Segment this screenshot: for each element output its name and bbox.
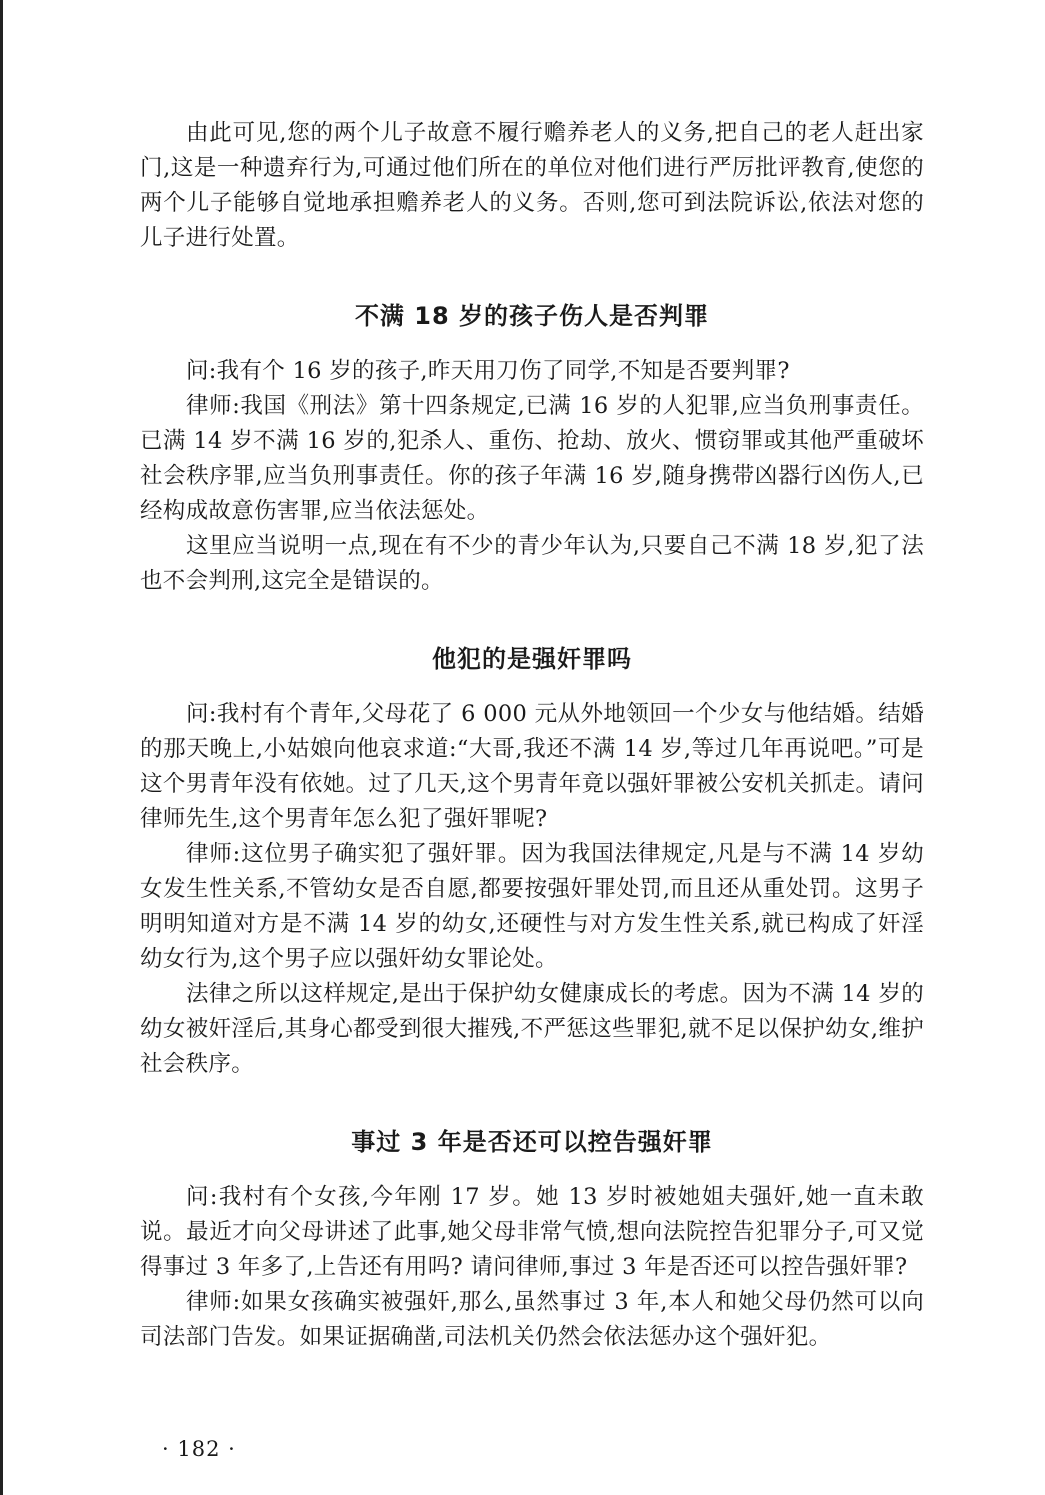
lawyer-answer-paragraph: 律师:我国《刑法》第十四条规定,已满 16 岁的人犯罪,应当负刑事责任。已满 14 岁不满 16 岁的,犯杀人、重伤、抢劫、放火、惯窃罪或其他严重破坏社会秩序罪,应当负刑事责任。你的孩子年满 16 岁,随身携带凶器行凶伤人,已经构成故意伤害罪,应当依法惩处。 bbox=[140, 393, 924, 524]
lawyer-answer-paragraph: 律师:如果女孩确实被强奸,那么,虽然事过 3 年,本人和她父母仍然可以向司法部门告发。如果证据确凿,司法机关仍然会依法惩办这个强奸犯。 bbox=[140, 1289, 924, 1350]
intro-paragraph: 由此可见,您的两个儿子故意不履行赡养老人的义务,把自己的老人赶出家门,这是一种遗弃行为,可通过他们所在的单位对他们进行严厉批评教育,使您的两个儿子能够自觉地承担赡养老人的义务。否则,您可到法院诉讼,依法对您的儿子进行处置。 bbox=[140, 120, 924, 251]
lawyer-answer-paragraph: 律师:这位男子确实犯了强奸罪。因为我国法律规定,凡是与不满 14 岁幼女发生性关系,不管幼女是否自愿,都要按强奸罪处罚,而且还从重处罚。这男子明明知道对方是不满 14 岁的幼女,还硬性与对方发生性关系,就已构成了奸淫幼女行为,这个男子应以强奸幼女罪论处。 bbox=[140, 841, 924, 972]
note-paragraph: 这里应当说明一点,现在有不少的青少年认为,只要自己不满 18 岁,犯了法也不会判刑,这完全是错误的。 bbox=[140, 533, 924, 594]
question-paragraph: 问:我有个 16 岁的孩子,昨天用刀伤了同学,不知是否要判罪? bbox=[186, 358, 790, 384]
section-title-three-years: 事过 3 年是否还可以控告强奸罪 bbox=[351, 1128, 713, 1156]
question-paragraph: 问:我村有个青年,父母花了 6 000 元从外地领回一个少女与他结婚。结婚的那天晚上,小姑娘向他哀求道:“大哥,我还不满 14 岁,等过几年再说吧。”可是这个男青年没有依她。过了几天,这个男青年竟以强奸罪被公安机关抓走。请问律师先生,这个男青年怎么犯了强奸罪呢? bbox=[140, 701, 924, 832]
section-title-minor-injury: 不满 18 岁的孩子伤人是否判罪 bbox=[354, 302, 710, 330]
question-paragraph: 问:我村有个女孩,今年刚 17 岁。她 13 岁时被她姐夫强奸,她一直未敢说。最近才向父母讲述了此事,她父母非常气愤,想向法院控告犯罪分子,可又觉得事过 3 年多了,上告还有用吗? 请问律师,事过 3 年是否还可以控告强奸罪? bbox=[140, 1184, 924, 1280]
page-number: · 182 · bbox=[162, 1437, 236, 1461]
section-title-rape-question: 他犯的是强奸罪吗 bbox=[432, 645, 632, 673]
page-body bbox=[140, 116, 924, 1355]
note-paragraph: 法律之所以这样规定,是出于保护幼女健康成长的考虑。因为不满 14 岁的幼女被奸淫后,其身心都受到很大摧残,不严惩这些罪犯,就不足以保护幼女,维护社会秩序。 bbox=[140, 981, 924, 1077]
scan-edge bbox=[0, 0, 3, 1495]
